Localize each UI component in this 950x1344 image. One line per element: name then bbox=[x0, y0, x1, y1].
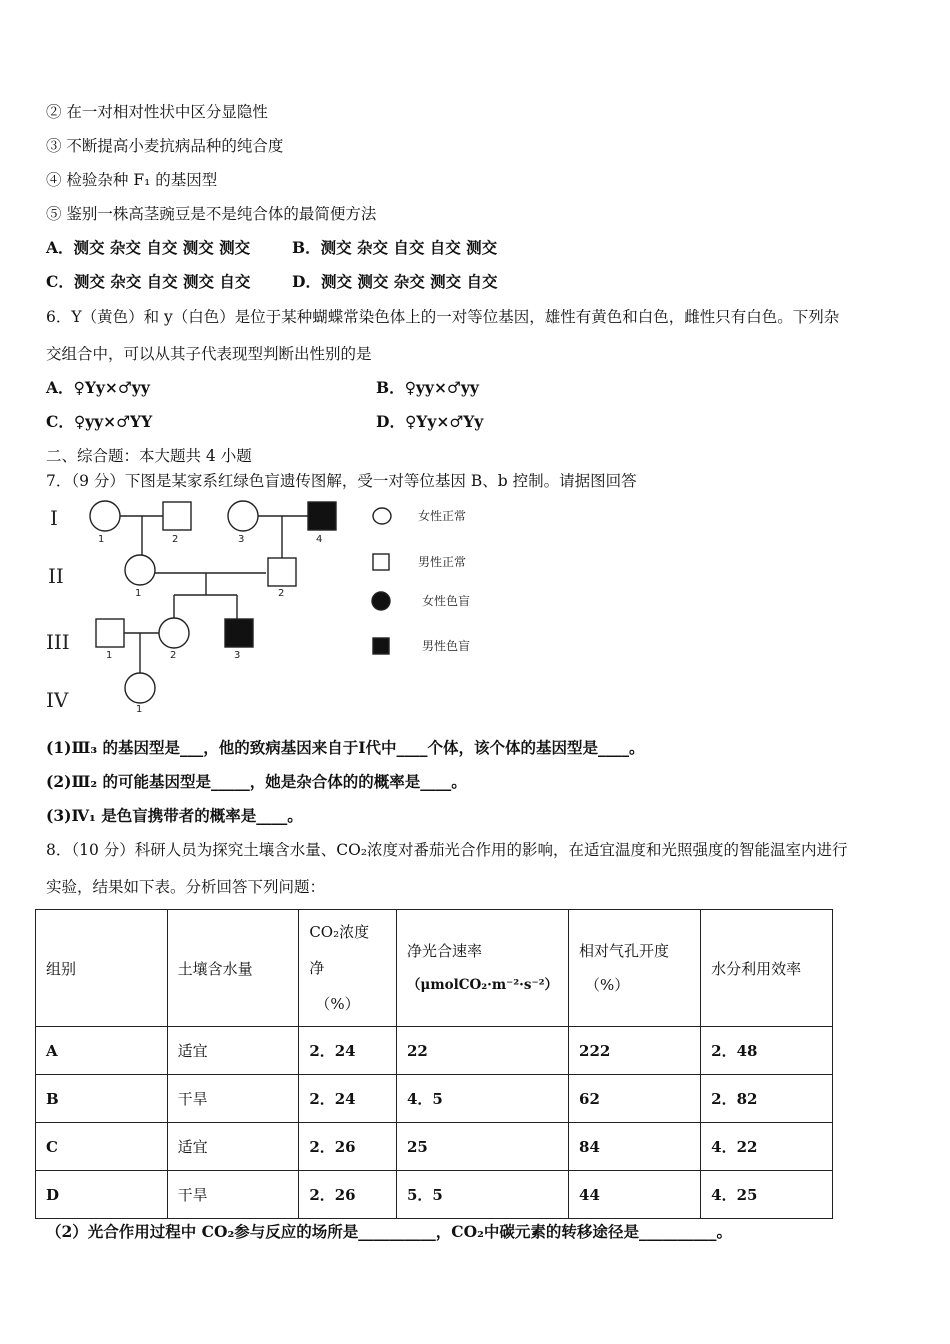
legend-normal-female-icon bbox=[373, 508, 391, 524]
num-II-2: 2 bbox=[278, 588, 285, 599]
num-I-2: 2 bbox=[172, 534, 179, 545]
cell-soil: 适宜 bbox=[167, 1123, 299, 1171]
q5-option-d: D．测交 测交 杂交 测交 自交 bbox=[292, 272, 498, 291]
num-III-2: 2 bbox=[170, 650, 177, 661]
table-row bbox=[36, 1123, 833, 1171]
cell-net-rate: 25 bbox=[396, 1123, 568, 1171]
legend-affected-female-icon bbox=[372, 592, 390, 610]
q5-item-5: ⑤ 鉴别一株高茎豌豆是不是纯合体的最简便方法 bbox=[46, 205, 377, 223]
cell-co2: 2．26 bbox=[299, 1171, 397, 1219]
q7-sub2: (2)Ⅲ₂ 的可能基因型是_____，她是杂合体的的概率是____。 bbox=[46, 772, 467, 791]
q6-option-a: A．♀Yy×♂yy bbox=[46, 378, 150, 397]
q5-option-a: A．测交 杂交 自交 测交 测交 bbox=[46, 238, 251, 257]
cell-wue: 4．25 bbox=[701, 1171, 833, 1219]
q5-option-b: B．测交 杂交 自交 自交 测交 bbox=[292, 238, 498, 257]
q6-option-c: C．♀yy×♂YY bbox=[46, 412, 153, 431]
q7-stem: 7．（9 分）下图是某家系红绿色盲遗传图解，受一对等位基因 B、b 控制。请据图回答 bbox=[46, 472, 637, 490]
II-1-normal-female bbox=[125, 555, 155, 585]
table-row bbox=[36, 1027, 833, 1075]
num-II-1: 1 bbox=[135, 588, 142, 599]
q8-stem-line1: 8．（10 分）科研人员为探究土壤含水量、CO₂浓度对番茄光合作用的影响，在适宜温度和光照强度的智能温室内进行 bbox=[46, 841, 848, 859]
gen-label-II: II bbox=[48, 564, 64, 588]
cell-group: C bbox=[36, 1123, 168, 1171]
header-co2-concentration: CO₂浓度 净 （%） bbox=[299, 910, 397, 1027]
table-header-row bbox=[36, 910, 833, 1027]
q6-option-d: D．♀Yy×♂Yy bbox=[376, 412, 484, 431]
num-III-3: 3 bbox=[234, 650, 241, 661]
legend-normal-male-icon bbox=[373, 554, 389, 570]
header-group: 组别 bbox=[36, 910, 168, 1027]
table-row bbox=[36, 1171, 833, 1219]
cell-stomata: 222 bbox=[569, 1027, 701, 1075]
cell-co2: 2．24 bbox=[299, 1075, 397, 1123]
num-IV-1: 1 bbox=[136, 704, 143, 715]
I-4-affected-male bbox=[308, 502, 336, 530]
gen-label-III: III bbox=[46, 630, 70, 654]
cell-co2: 2．26 bbox=[299, 1123, 397, 1171]
header-net-photosynthesis: 净光合速率 （μmolCO₂·m⁻²·s⁻²） bbox=[396, 910, 568, 1027]
header-water-use-efficiency: 水分利用效率 bbox=[701, 910, 833, 1027]
num-I-3: 3 bbox=[238, 534, 245, 545]
q7-sub1: (1)Ⅲ₃ 的基因型是___，他的致病基因来自于Ⅰ代中____个体，该个体的基因型是____。 bbox=[46, 738, 645, 757]
I-2-normal-male bbox=[163, 502, 191, 530]
cell-wue: 2．82 bbox=[701, 1075, 833, 1123]
q5-item-3: ③ 不断提高小麦抗病品种的纯合度 bbox=[46, 137, 284, 155]
header-soil-moisture: 土壤含水量 bbox=[167, 910, 299, 1027]
IV-1-normal-female bbox=[125, 673, 155, 703]
cell-group: A bbox=[36, 1027, 168, 1075]
q8-sub2: （2）光合作用过程中 CO₂参与反应的场所是__________，CO₂中碳元素的转移途径是__________。 bbox=[46, 1222, 732, 1241]
legend-affected-male-icon bbox=[373, 638, 389, 654]
cell-stomata: 44 bbox=[569, 1171, 701, 1219]
q5-item-4: ④ 检验杂种 F₁ 的基因型 bbox=[46, 171, 218, 189]
cell-soil: 适宜 bbox=[167, 1027, 299, 1075]
q6-stem-line2: 交组合中，可以从其子代表现型判断出性别的是 bbox=[46, 345, 372, 363]
cell-wue: 4．22 bbox=[701, 1123, 833, 1171]
cell-net-rate: 22 bbox=[396, 1027, 568, 1075]
gen-label-I: I bbox=[50, 506, 58, 530]
q5-item-2: ② 在一对相对性状中区分显隐性 bbox=[46, 103, 268, 121]
q8-stem-line2: 实验，结果如下表。分析回答下列问题： bbox=[46, 878, 326, 896]
num-I-4: 4 bbox=[316, 534, 323, 545]
cell-group: B bbox=[36, 1075, 168, 1123]
section-2-heading: 二、综合题：本大题共 4 小题 bbox=[46, 447, 252, 465]
legend-normal-male: 男性正常 bbox=[418, 555, 467, 569]
III-3-affected-male bbox=[225, 619, 253, 647]
cell-net-rate: 4．5 bbox=[396, 1075, 568, 1123]
legend-affected-female: 女性色盲 bbox=[422, 594, 471, 608]
q5-option-c: C．测交 杂交 自交 测交 自交 bbox=[46, 272, 251, 291]
q6-stem-line1: 6．Y（黄色）和 y（白色）是位于某种蝴蝶常染色体上的一对等位基因，雄性有黄色和白色，雌性只有白色。下列杂 bbox=[46, 308, 840, 326]
cell-soil: 干旱 bbox=[167, 1075, 299, 1123]
cell-co2: 2．24 bbox=[299, 1027, 397, 1075]
cell-group: D bbox=[36, 1171, 168, 1219]
q8-data-table bbox=[35, 909, 833, 1219]
num-I-1: 1 bbox=[98, 534, 105, 545]
pedigree-diagram bbox=[40, 498, 500, 718]
cell-wue: 2．48 bbox=[701, 1027, 833, 1075]
cell-net-rate: 5．5 bbox=[396, 1171, 568, 1219]
III-2-normal-female bbox=[159, 618, 189, 648]
q7-sub3: (3)Ⅳ₁ 是色盲携带者的概率是____。 bbox=[46, 806, 303, 825]
header-stomatal-opening: 相对气孔开度 （%） bbox=[569, 910, 701, 1027]
I-1-normal-female bbox=[90, 501, 120, 531]
legend-normal-female: 女性正常 bbox=[418, 509, 467, 523]
table-row bbox=[36, 1075, 833, 1123]
gen-label-IV: IV bbox=[46, 688, 69, 712]
q6-option-b: B．♀yy×♂yy bbox=[376, 378, 479, 397]
num-III-1: 1 bbox=[106, 650, 113, 661]
cell-soil: 干旱 bbox=[167, 1171, 299, 1219]
II-2-normal-male bbox=[268, 558, 296, 586]
cell-stomata: 62 bbox=[569, 1075, 701, 1123]
III-1-normal-male bbox=[96, 619, 124, 647]
cell-stomata: 84 bbox=[569, 1123, 701, 1171]
legend-affected-male: 男性色盲 bbox=[422, 639, 471, 653]
I-3-normal-female bbox=[228, 501, 258, 531]
